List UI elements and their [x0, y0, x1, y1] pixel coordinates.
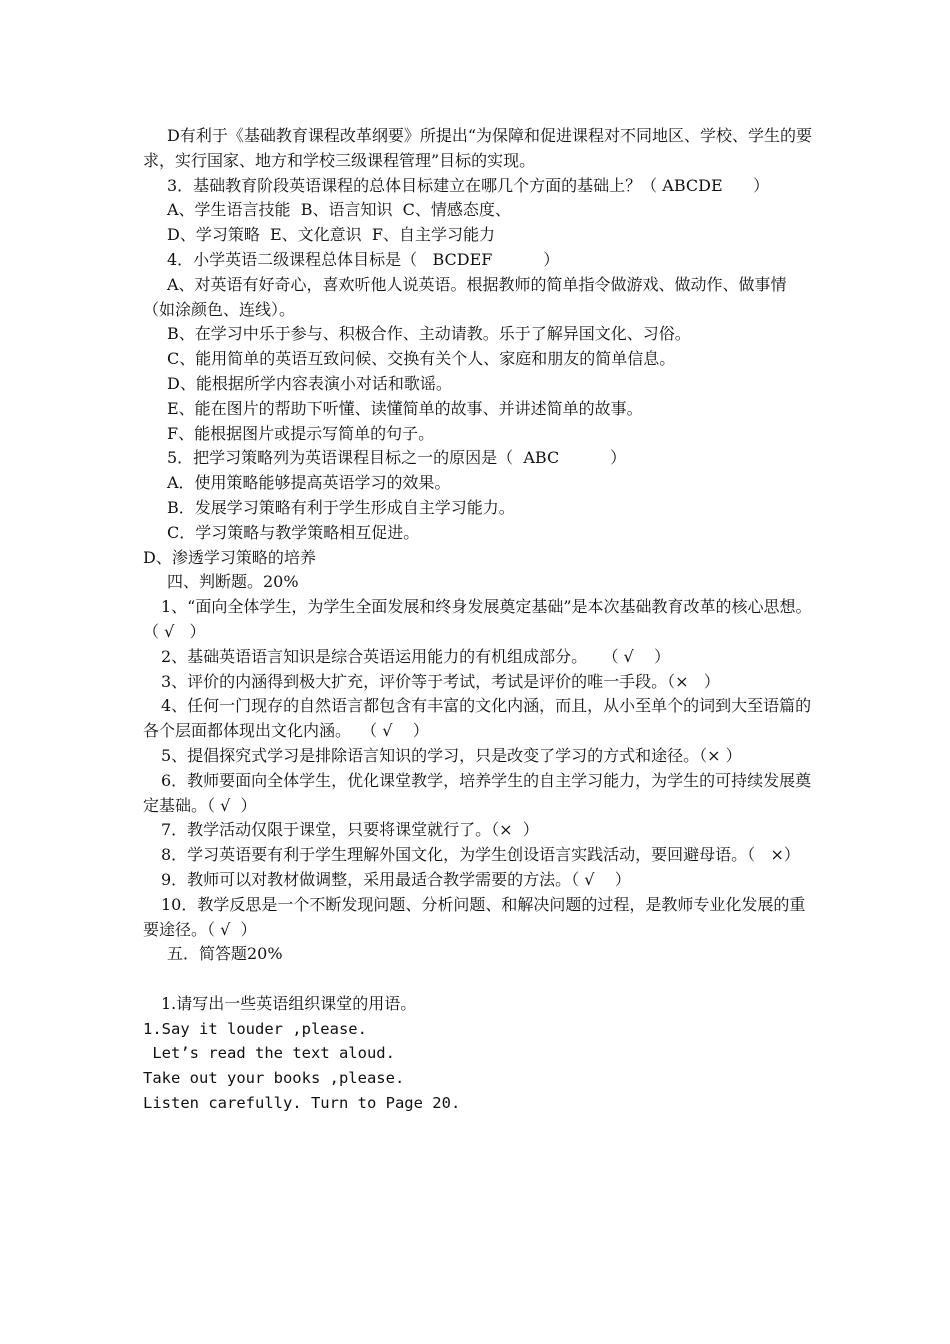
- text-line: D、渗透学习策略的培养: [143, 547, 316, 567]
- text-line: D、能根据所学内容表演小对话和歌谣。: [167, 373, 452, 393]
- text-line: A．使用策略能够提高英语学习的效果。: [167, 473, 451, 493]
- text-line: 1、“面向全体学生，为学生全面发展和终身发展奠定基础”是本次基础教育改革的核心思想。 （ √ ）: [143, 597, 822, 641]
- text-line: 四、判断题。20%: [167, 572, 299, 592]
- text-line: 7．教学活动仅限于课堂，只要将课堂就行了。（× ）: [161, 820, 539, 840]
- text-line: A、对英语有好奇心，喜欢听他人说英语。根据教师的简单指令做游戏、做动作、做事情（如涂颜色、连线）。: [143, 274, 787, 319]
- text-line: 3．基础教育阶段英语课程的总体目标建立在哪几个方面的基础上？（ ABCDE ）: [167, 175, 770, 195]
- text-line: C．学习策略与教学策略相互促进。: [167, 522, 420, 542]
- text-line: 3、评价的内涵得到极大扩充，评价等于考试，考试是评价的唯一手段。（× ）: [161, 671, 720, 691]
- text-line: 2、基础英语语言知识是综合英语运用能力的有机组成部分。 （ √ ）: [161, 646, 671, 666]
- text-line: A、学生语言技能 B、语言知识 C、情感态度、: [167, 200, 511, 220]
- text-line: 4．小学英语二级课程总体目标是（ BCDEF ）: [167, 249, 560, 269]
- text-line: 1.请写出一些英语组织课堂的用语。: [161, 993, 417, 1013]
- text-line: Listen carefully. Turn to Page 20.: [143, 1094, 461, 1113]
- text-line: D、学习策略 E、文化意识 F、自主学习能力: [167, 225, 495, 245]
- text-line: 五．简答题20%: [167, 944, 283, 964]
- text-line: 10．教学反思是一个不断发现问题、分析问题、和解决问题的过程，是教师专业化发展的重要途径。（ √ ）: [143, 894, 806, 939]
- blank-line: [143, 967, 813, 992]
- text-line: 9．教师可以对教材做调整，采用最适合教学需要的方法。（ √ ）: [161, 869, 631, 889]
- text-line: C、能用简单的英语互致问候、交换有关个人、家庭和朋友的简单信息。: [167, 349, 676, 369]
- text-line: F、能根据图片或提示写简单的句子。: [167, 423, 435, 443]
- text-line: D有利于《基础教育课程改革纲要》所提出“为保障和促进课程对不同地区、学校、学生的要求，实行国家、地方和学校三级课程管理”目标的实现。: [143, 126, 813, 170]
- text-line: Take out your books ,please.: [143, 1069, 405, 1088]
- text-line: 1.Say it louder ,please.: [143, 1019, 367, 1038]
- text-line: 5、提倡探究式学习是排除语言知识的学习，只是改变了学习的方式和途径。（× ）: [161, 745, 742, 765]
- document-body: [143, 124, 822, 1116]
- text-line: 4、任何一门现存的自然语言都包含有丰富的文化内涵，而且，从小至单个的词到大至语篇的各个层面都体现出文化内涵。 （ √ ）: [143, 696, 812, 741]
- text-line: B．发展学习策略有利于学生形成自主学习能力。: [167, 497, 515, 517]
- text-line: E、能在图片的帮助下听懂、读懂简单的故事、并讲述简单的故事。: [167, 398, 643, 418]
- text-line: 5．把学习策略列为英语课程目标之一的原因是（ ABC ）: [167, 448, 627, 468]
- text-line: 6．教师要面向全体学生，优化课堂教学，培养学生的自主学习能力，为学生的可持续发展奠定基础。（ √ ）: [143, 770, 812, 815]
- text-line: Let’s read the text aloud.: [143, 1044, 395, 1063]
- text-line: 8．学习英语要有利于学生理解外国文化，为学生创设语言实践活动，要回避母语。（ ×）: [161, 845, 800, 865]
- text-line: B、在学习中乐于参与、积极合作、主动请教。乐于了解异国文化、习俗。: [167, 324, 691, 344]
